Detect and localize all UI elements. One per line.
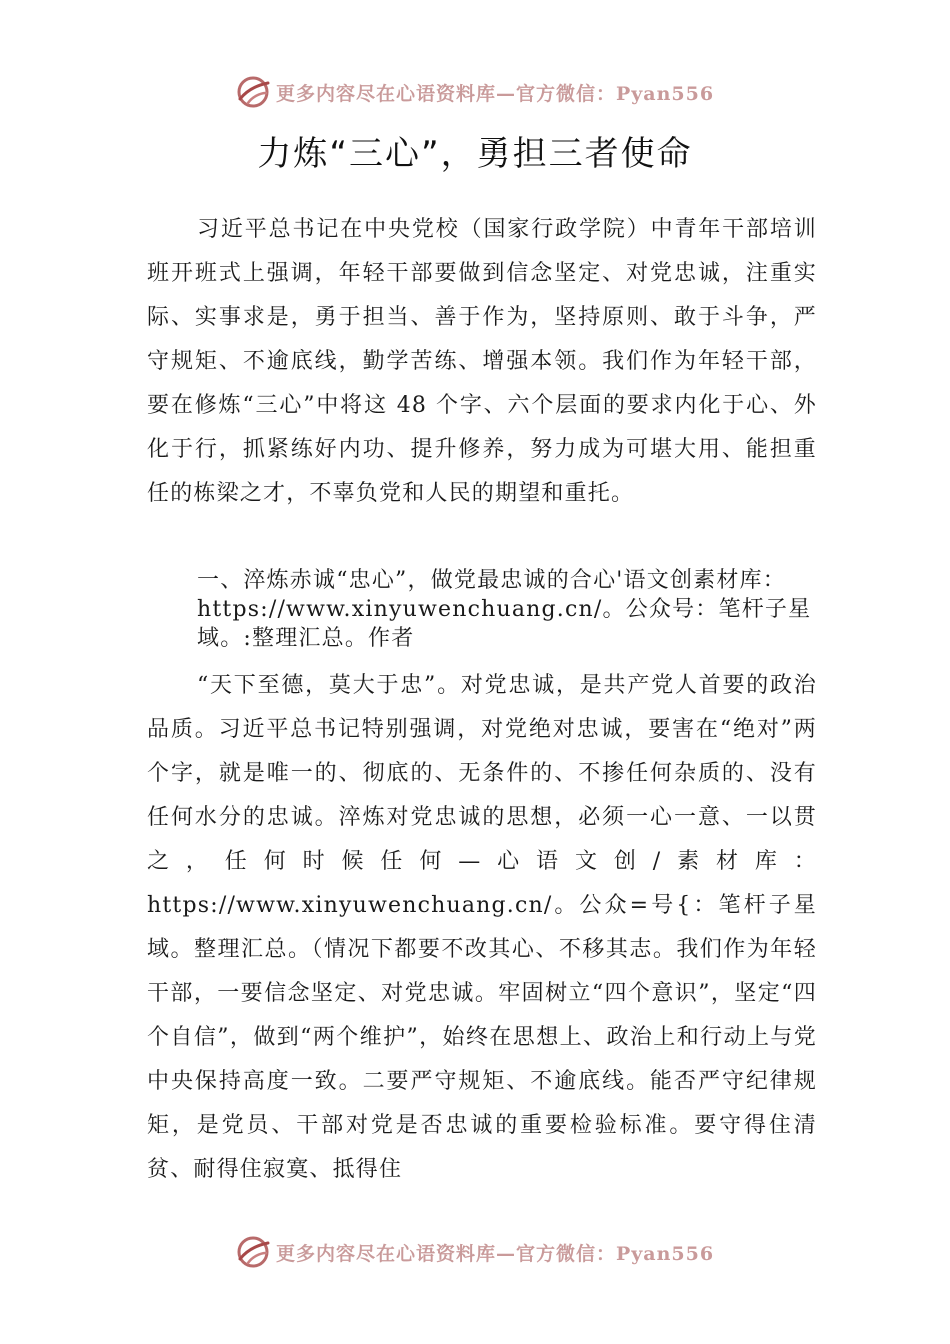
- brand-logo-icon: [236, 75, 270, 109]
- banner-text: 更多内容尽在心语资料库—官方微信：Pyan556: [275, 1242, 715, 1265]
- paragraph-loyalty: “天下至德，莫大于忠”。对党忠诚，是共产党人首要的政治品质。习近平总书记特别强调，对党绝对忠诚，要害在“绝对”两个字，就是唯一的、彻底的、无条件的、不掺任何杂质的、没有任何水分的忠诚。淬炼对党忠诚的思想，必须一心一意、一以贯之，任何时候任何—心语文创/素材库：https://www.xinyuwenchuang.cn/。公众=号{：笔杆子星域。整理汇总。（情况下都要不改其心、不移其志。我们作为年轻干部，一要信念坚定、对党忠诚。牢固树立“四个意识”，坚定“四个自信”，做到“两个维护”，始终在思想上、政治上和行动上与党中央保持高度一致。二要严守规矩、不逾底线。能否严守纪律规矩，是党员、干部对党是否忠诚的重要检验标准。要守得住清贫、耐得住寂寞、抵得住: [147, 673, 817, 1182]
- banner-content: [236, 75, 714, 109]
- section-heading-1: 一、淬炼赤诚“忠心”，做党最忠诚的合心'语文创素材库：https://www.xinyuwenchuang.cn/。公众号：笔杆子星域。:整理汇总。作者: [197, 568, 812, 651]
- footer-watermark-banner: [0, 1232, 950, 1272]
- document-title: 力炼“三心”，勇担三者使命: [257, 134, 693, 174]
- paragraph-intro: 习近平总书记在中央党校（国家行政学院）中青年干部培训班开班式上强调，年轻干部要做到信念坚定、对党忠诚，注重实际、实事求是，勇于担当、善于作为，坚持原则、敢于斗争，严守规矩、不逾底线，勤学苦练、增强本领。我们作为年轻干部，要在修炼“三心”中将这 48 个字、六个层面的要求内化于心、外化于行，抓紧练好内功、提升修养，努力成为可堪大用、能担重任的栋梁之才，不辜负党和人民的期望和重托。: [147, 217, 817, 506]
- brand-logo-icon: [236, 1235, 270, 1269]
- header-watermark-banner: [0, 72, 950, 112]
- banner-content: [236, 1235, 714, 1269]
- banner-text: 更多内容尽在心语资料库—官方微信：Pyan556: [275, 82, 715, 105]
